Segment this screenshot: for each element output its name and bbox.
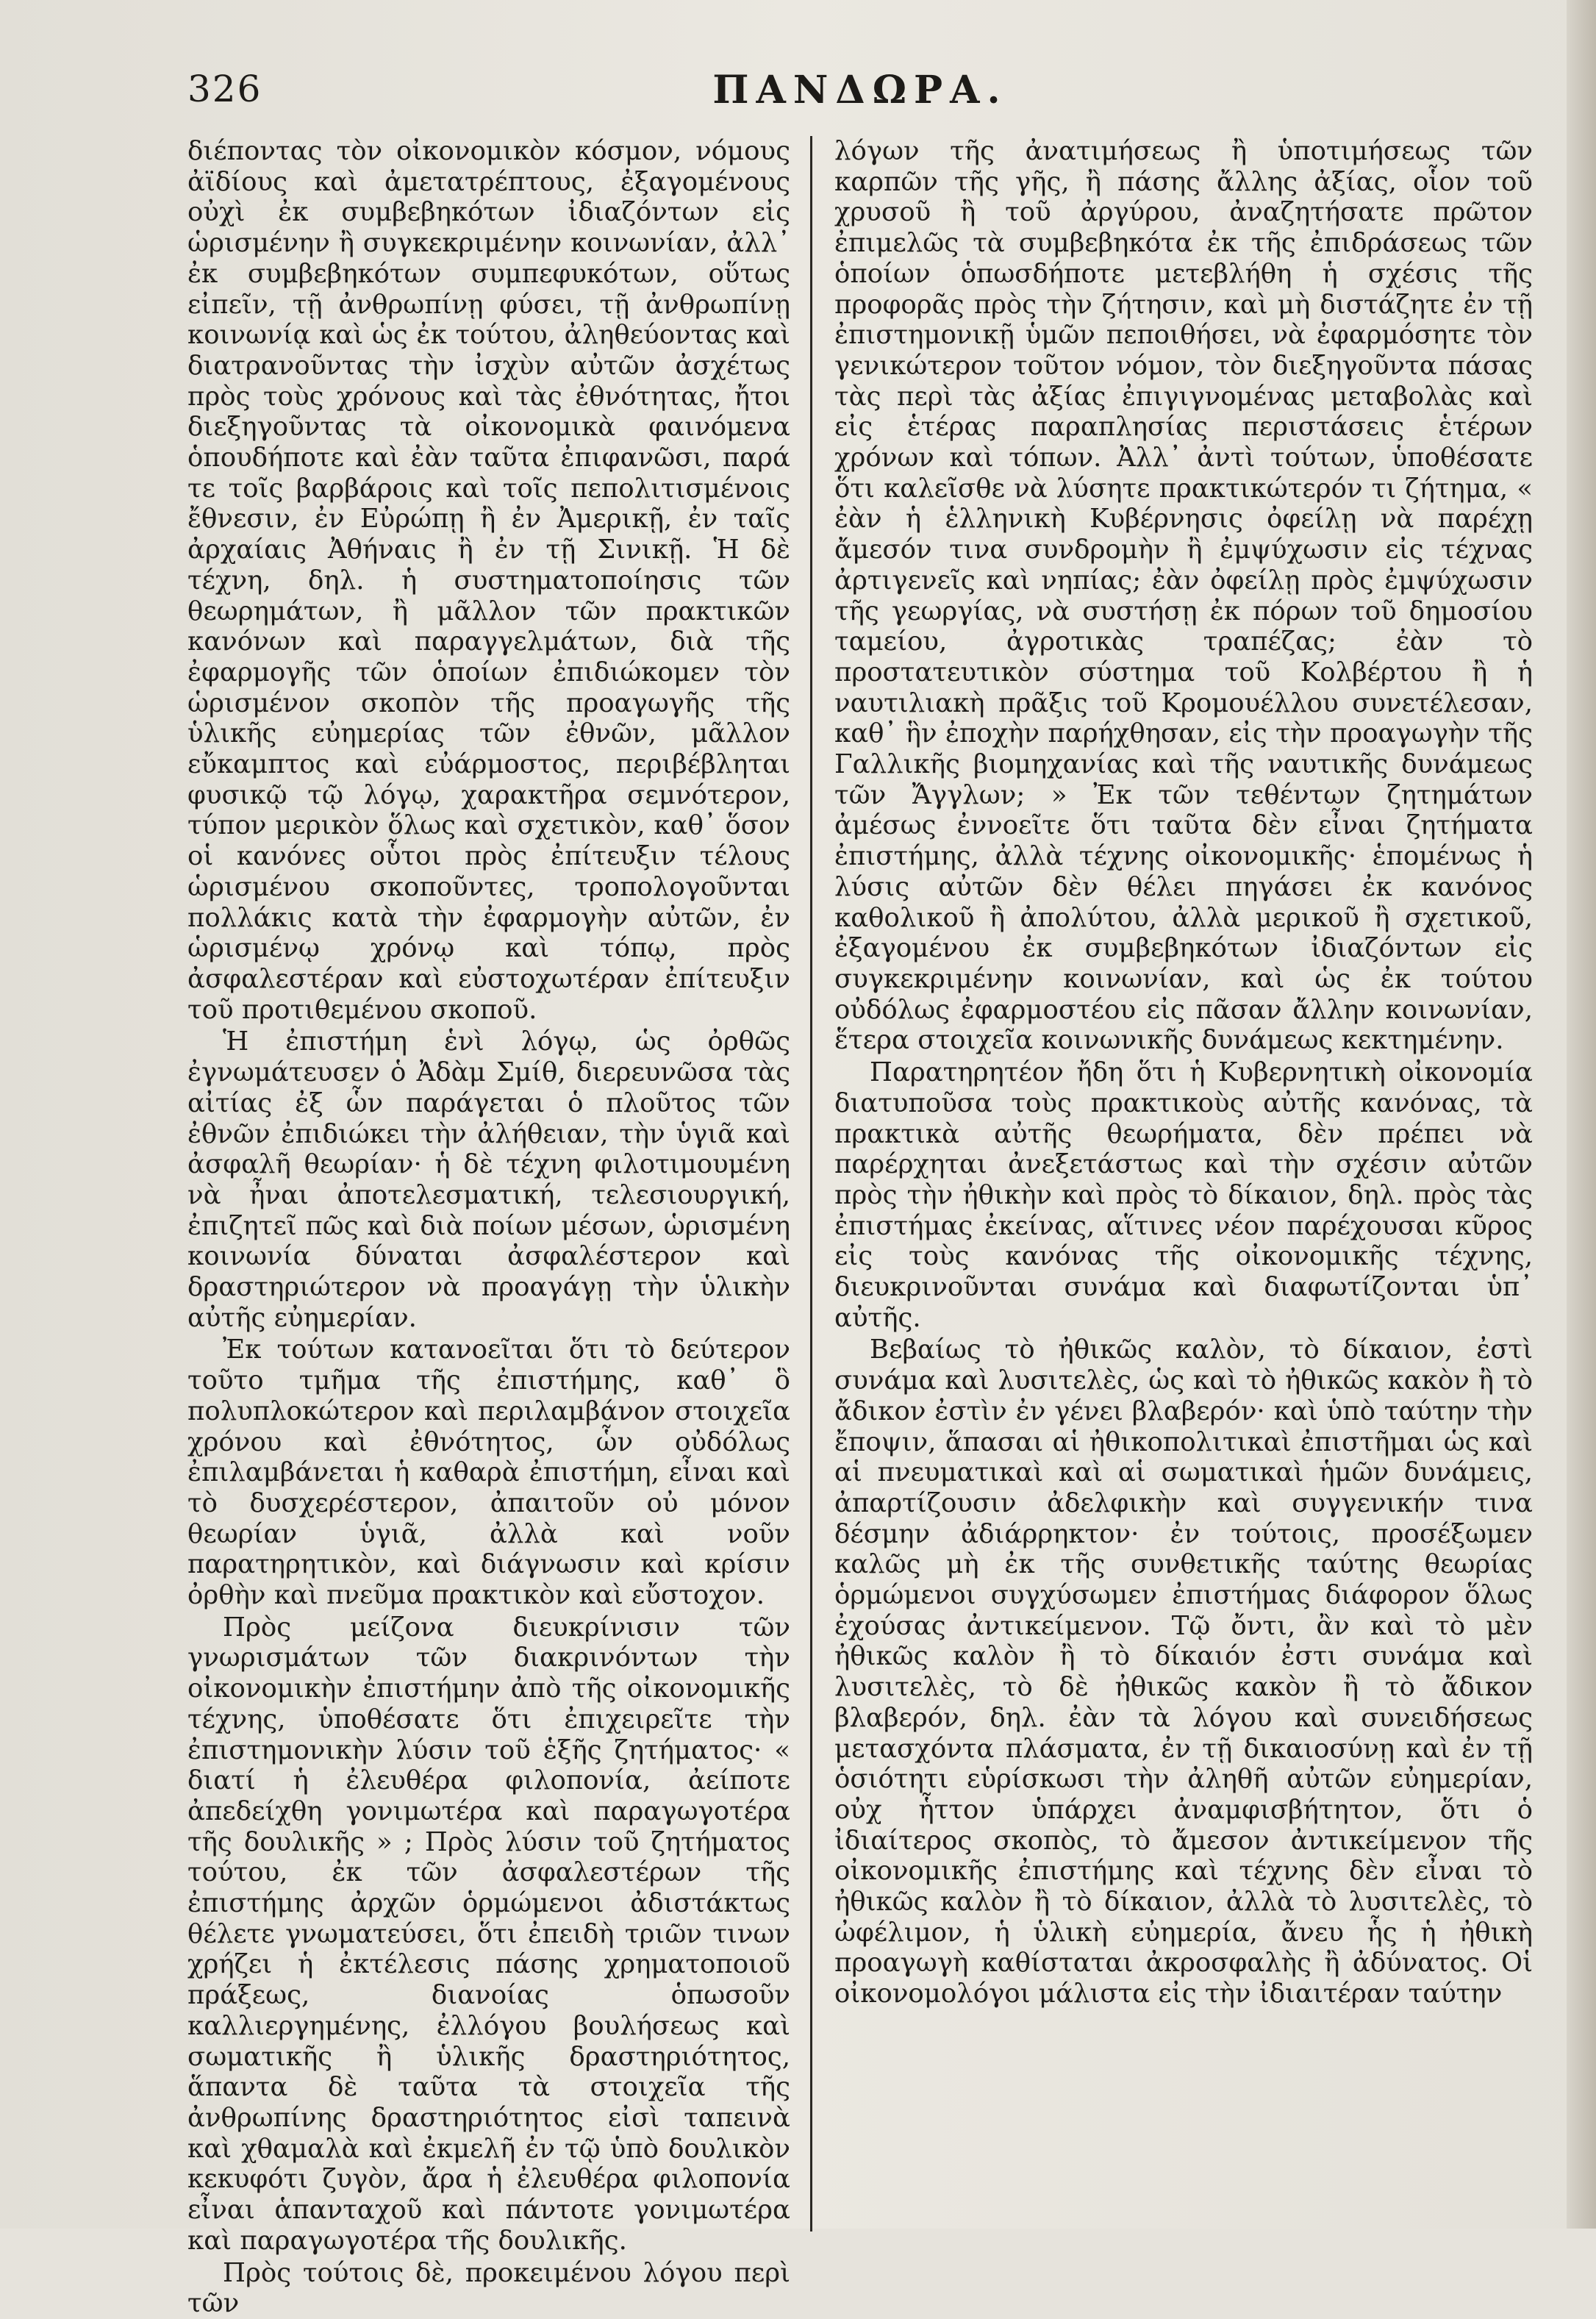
running-title: ΠΑΝΔΩΡΑ. xyxy=(712,68,1008,112)
paragraph: Πρὸς τούτοις δὲ, προκειμένου λόγου περὶ τῶν xyxy=(187,2257,790,2319)
paragraph: Ἡ ἐπιστήμη ἑνὶ λόγῳ, ὡς ὀρθῶς ἐγνωμάτευσεν ὁ Ἀδὰμ Σμίθ, διερευνῶσα τὰς αἰτίας ἐξ ὧν παράγεται ὁ πλοῦτος τῶν ἐθνῶν ἐπιδιώκει τὴν ἀλήθειαν, τὴν ὑγιᾶ καὶ ἀσφαλῆ θεωρίαν· ἡ δὲ τέχνη φιλοτιμουμένη νὰ ἦναι ἀποτελεσματική, τελεσιουργική, ἐπιζητεῖ πῶς καὶ διὰ ποίων μέσων, ὡρισμένη κοινωνία δύναται ἀσφαλέστερον καὶ δραστηριώτερον νὰ προαγάγῃ τὴν ὑλικὴν αὐτῆς εὐημερίαν. xyxy=(187,1026,790,1333)
column-divider xyxy=(810,136,812,2232)
page-number: 326 xyxy=(187,68,262,110)
page-binding-edge xyxy=(1567,0,1596,2229)
paragraph: διέποντας τὸν οἰκονομικὸν κόσμον, νόμους ἀϊδίους καὶ ἀμετατρέπτους, ἐξαγομένους οὐχὶ ἐκ συμβεβηκότων ἰδιαζόντων εἰς ὡρισμένην ἢ συγκεκριμένην κοινωνίαν, ἀλλ᾽ ἐκ συμβεβηκότων συμπεφυκότων, οὕτως εἰπεῖν, τῇ ἀνθρωπίνῃ φύσει, τῇ ἀνθρωπίνῃ κοινωνίᾳ καὶ ὡς ἐκ τούτου, ἀληθεύοντας καὶ διατρανοῦντας τὴν ἰσχὺν αὐτῶν ἀσχέτως πρὸς τοὺς χρόνους καὶ τὰς ἐθνότητας, ἤτοι διεξηγοῦντας τὰ οἰκονομικὰ φαινόμενα ὁπουδήποτε καὶ ἐὰν ταῦτα ἐπιφανῶσι, παρά τε τοῖς βαρβάροις καὶ τοῖς πεπολιτισμένοις ἔθνεσιν, ἐν Εὐρώπῃ ἢ ἐν Ἀμερικῇ, ἐν ταῖς ἀρχαίαις Ἀθήναις ἢ ἐν τῇ Σινικῇ. Ἡ δὲ τέχνη, δηλ. ἡ συστηματοποίησις τῶν θεωρημάτων, ἢ μᾶλλον τῶν πρακτικῶν κανόνων καὶ παραγγελμάτων, διὰ τῆς ἐφαρμογῆς τῶν ὁποίων ἐπιδιώκομεν τὸν ὡρισμένον σκοπὸν τῆς προαγωγῆς τῆς ὑλικῆς εὐημερίας τῶν ἐθνῶν, μᾶλλον εὔκαμπτος καὶ εὐάρμοστος, περιβέβληται φυσικῷ τῷ λόγῳ, χαρακτῆρα σεμνότερον, τύπον μερικὸν ὅλως καὶ σχετικὸν, καθ᾽ ὅσον οἱ κανόνες οὗτοι πρὸς ἐπίτευξιν τέλους ὡρισμένου σκοποῦντες, τροπολογοῦνται πολλάκις κατὰ τὴν ἐφαρμογὴν αὐτῶν, ἐν ὡρισμένῳ χρόνῳ καὶ τόπῳ, πρὸς ἀσφαλεστέραν καὶ εὐστοχωτέραν ἐπίτευξιν τοῦ προτιθεμένου σκοποῦ. xyxy=(187,136,790,1025)
right-column xyxy=(834,136,1533,2209)
paragraph: λόγων τῆς ἀνατιμήσεως ἢ ὑποτιμήσεως τῶν καρπῶν τῆς γῆς, ἢ πάσης ἄλλης ἀξίας, οἷον τοῦ χρυσοῦ ἢ τοῦ ἀργύρου, ἀναζητήσατε πρῶτον ἐπιμελῶς τὰ συμβεβηκότα ἐκ τῆς ἐπιδράσεως τῶν ὁποίων ὁπωσδήποτε μετεβλήθη ἡ σχέσις τῆς προφορᾶς πρὸς τὴν ζήτησιν, καὶ μὴ διστάζητε ἐν τῇ ἐπιστημονικῇ ὑμῶν πεποιθήσει, νὰ ἐφαρμόσητε τὸν γενικώτερον τοῦτον νόμον, τὸν διεξηγοῦντα πάσας τὰς περὶ τὰς ἀξίας ἐπιγιγνομένας μεταβολὰς καὶ εἰς ἑτέρας παραπλησίας περιστάσεις ἑτέρων χρόνων καὶ τόπων. Ἀλλ᾽ ἀντὶ τούτων, ὑποθέσατε ὅτι καλεῖσθε νὰ λύσητε πρακτικώτερόν τι ζήτημα, « ἐὰν ἡ ἑλληνικὴ Κυβέρνησις ὀφείλῃ νὰ παρέχῃ ἄμεσόν τινα συνδρομὴν ἢ ἐμψύχωσιν εἰς τέχνας ἀρτιγενεῖς καὶ νηπίας; ἐὰν ὀφείλῃ πρὸς ἐμψύχωσιν τῆς γεωργίας, νὰ συστήσῃ ἐκ πόρων τοῦ δημοσίου ταμείου, ἀγροτικὰς τραπέζας; ἐὰν τὸ προστατευτικὸν σύστημα τοῦ Κολβέρτου ἢ ἡ ναυτιλιακὴ πρᾶξις τοῦ Κρομουέλλου συνετέλεσαν, καθ᾽ ἣν ἐποχὴν παρήχθησαν, εἰς τὴν προαγωγὴν τῆς Γαλλικῆς βιομηχανίας καὶ τῆς ναυτικῆς δυνάμεως τῶν Ἄγγλων; » Ἐκ τῶν τεθέντων ζητημάτων ἀμέσως ἐννοεῖτε ὅτι ταῦτα δὲν εἶναι ζητήματα ἐπιστήμης, ἀλλὰ τέχνης οἰκονομικῆς· ἑπομένως ἡ λύσις αὐτῶν δὲν θέλει πηγάσει ἐκ κανόνος καθολικοῦ ἢ ἀπολύτου, ἀλλὰ μερικοῦ ἢ σχετικοῦ, ἐξαγομένου ἐκ συμβεβηκότων ἰδιαζόντων εἰς συγκεκριμένην κοινωνίαν, καὶ ὡς ἐκ τούτου οὐδόλως ἐφαρμοστέου εἰς πᾶσαν ἄλλην κοινωνίαν, ἕτερα στοιχεῖα κοινωνικῆς δυνάμεως κεκτημένην. xyxy=(834,136,1533,1056)
paragraph: Ἐκ τούτων κατανοεῖται ὅτι τὸ δεύτερον τοῦτο τμῆμα τῆς ἐπιστήμης, καθ᾽ ὃ πολυπλοκώτερον καὶ περιλαμβάνον στοιχεῖα χρόνου καὶ ἐθνότητος, ὧν οὐδόλως ἐπιλαμβάνεται ἡ καθαρὰ ἐπιστήμη, εἶναι καὶ τὸ δυσχερέστερον, ἀπαιτοῦν οὐ μόνον θεωρίαν ὑγιᾶ, ἀλλὰ καὶ νοῦν παρατηρητικὸν, καὶ διάγνωσιν καὶ κρίσιν ὀρθὴν καὶ πνεῦμα πρακτικὸν καὶ εὔστοχον. xyxy=(187,1334,790,1611)
left-column xyxy=(187,136,790,2319)
page-header xyxy=(187,68,1533,126)
paragraph: Βεβαίως τὸ ἠθικῶς καλὸν, τὸ δίκαιον, ἐστὶ συνάμα καὶ λυσιτελὲς, ὡς καὶ τὸ ἠθικῶς κακὸν ἢ τὸ ἄδικον ἐστὶν ἐν γένει βλαβερόν· καὶ ὑπὸ ταύτην τὴν ἔποψιν, ἅπασαι αἱ ἠθικοπολιτικαὶ ἐπιστῆμαι ὡς καὶ αἱ πνευματικαὶ καὶ αἱ σωματικαὶ ἡμῶν δυνάμεις, ἀπαρτίζουσιν ἀδελφικὴν καὶ συγγενικήν τινα δέσμην ἀδιάρρηκτον· ἐν τούτοις, προσέξωμεν καλῶς μὴ ἐκ τῆς συνθετικῆς ταύτης θεωρίας ὁρμώμενοι συγχύσωμεν ἐπιστήμας διάφορον ὅλως ἐχούσας ἀντικείμενον. Τῷ ὄντι, ἂν καὶ τὸ μὲν ἠθικῶς καλὸν ἢ τὸ δίκαιόν ἐστι συνάμα καὶ λυσιτελὲς, τὸ δὲ ἠθικῶς κακὸν ἢ τὸ ἄδικον βλαβερόν, δηλ. ἐὰν τὰ λόγου καὶ συνειδήσεως μετασχόντα πλάσματα, ἐν τῇ δικαιοσύνῃ καὶ ἐν τῇ ὁσιότητι εὑρίσκωσι τὴν ἀληθῆ αὐτῶν εὐημερίαν, οὐχ ἧττον ὑπάρχει ἀναμφισβήτητον, ὅτι ὁ ἰδιαίτερος σκοπὸς, τὸ ἄμεσον ἀντικείμενον τῆς οἰκονομικῆς ἐπιστήμης καὶ τέχνης δὲν εἶναι τὸ ἠθικῶς καλὸν ἢ τὸ δίκαιον, ἀλλὰ τὸ λυσιτελὲς, τὸ ὠφέλιμον, ἡ ὑλικὴ εὐημερία, ἄνευ ἧς ἡ ἠθικὴ προαγωγὴ καθίσταται ἀκροσφαλὴς ἢ ἀδύνατος. Οἱ οἰκονομολόγοι μάλιστα εἰς τὴν ἰδιαιτέραν ταύτην xyxy=(834,1334,1533,2009)
paragraph: Πρὸς μείζονα διευκρίνισιν τῶν γνωρισμάτων τῶν διακρινόντων τὴν οἰκονομικὴν ἐπιστήμην ἀπὸ τῆς οἰκονομικῆς τέχνης, ὑποθέσατε ὅτι ἐπιχειρεῖτε τὴν ἐπιστημονικὴν λύσιν τοῦ ἑξῆς ζητήματος· « διατί ἡ ἐλευθέρα φιλοπονία, ἀείποτε ἀπεδείχθη γονιμωτέρα καὶ παραγωγοτέρα τῆς δουλικῆς » ; Πρὸς λύσιν τοῦ ζητήματος τούτου, ἐκ τῶν ἀσφαλεστέρων τῆς ἐπιστήμης ἀρχῶν ὁρμώμενοι ἀδιστάκτως θέλετε γνωματεύσει, ὅτι ἐπειδὴ τριῶν τινων χρήζει ἡ ἐκτέλεσις πάσης χρηματοποιοῦ πράξεως, διανοίας ὁπωσοῦν καλλιεργημένης, ἐλλόγου βουλήσεως καὶ σωματικῆς ἢ ὑλικῆς δραστηριότητος, ἅπαντα δὲ ταῦτα τὰ στοιχεῖα τῆς ἀνθρωπίνης δραστηριότητος εἰσὶ ταπεινὰ καὶ χθαμαλὰ καὶ ἐκμελῆ ἐν τῷ ὑπὸ δουλικὸν κεκυφότι ζυγὸν, ἄρα ἡ ἐλευθέρα φιλοπονία εἶναι ἁπανταχοῦ καὶ πάντοτε γονιμωτέρα καὶ παραγωγοτέρα τῆς δουλικῆς. xyxy=(187,1612,790,2256)
paragraph: Παρατηρητέον ἤδη ὅτι ἡ Κυβερνητικὴ οἰκονομία διατυποῦσα τοὺς πρακτικοὺς αὐτῆς κανόνας, τὰ πρακτικὰ αὐτῆς θεωρήματα, δὲν πρέπει νὰ παρέρχηται ἀνεξετάστως καὶ τὴν σχέσιν αὐτῶν πρὸς τὴν ἠθικὴν καὶ πρὸς τὸ δίκαιον, δηλ. πρὸς τὰς ἐπιστήμας ἐκείνας, αἵτινες νέον παρέχουσαι κῦρος εἰς τοὺς κανόνας τῆς οἰκονομικῆς τέχνης, διευκρινοῦνται συνάμα καὶ διαφωτίζονται ὑπ᾽ αὐτῆς. xyxy=(834,1057,1533,1333)
